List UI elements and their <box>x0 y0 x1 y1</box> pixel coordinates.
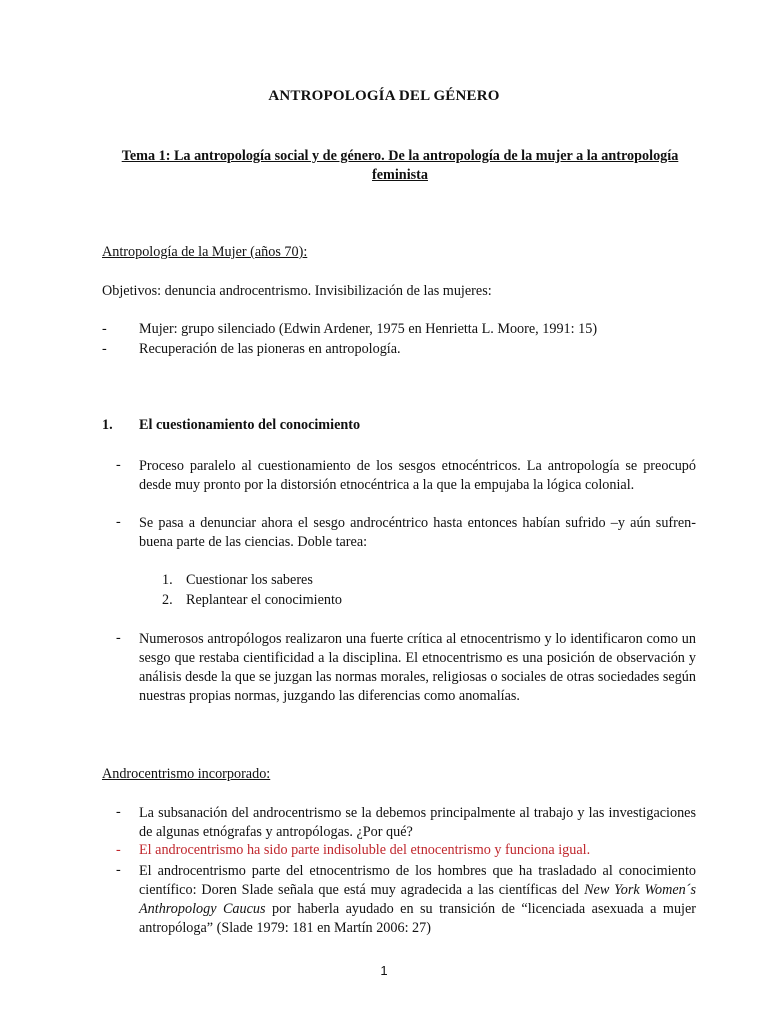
bullet-numerosos: Numerosos antropólogos realizaron una fuerte crítica al etnocentrismo y lo identificaron como un sesgo que restaba cientificidad a la disciplina. El etnocentrismo es una posición de observación y análisis desde la que se juzgan las normas morales, religiosas o sociales de otras sociedades según nuestras propias normas, juzgando las diferencias como anomalías. <box>139 631 696 704</box>
section-heading-mujer: Antropología de la Mujer (años 70): <box>102 244 308 260</box>
bullet-slade-part2: por haberla ayudado en su transición de “licenciada asexuada a mujer antropóloga” (Slade 1979: 181 en Martín 2006: 27) <box>139 901 696 936</box>
bullet-dash: - <box>116 514 121 530</box>
bullet-dash: - <box>116 842 121 858</box>
bullet-dash: - <box>116 862 121 878</box>
bullet-dash: - <box>116 630 121 646</box>
bullet-dash: - <box>102 321 107 337</box>
topic-subtitle: Tema 1: La antropología social y de género. De la antropología de la mujer a la antropología feminista <box>121 148 679 183</box>
bullet-sesgo: Se pasa a denunciar ahora el sesgo androcéntrico hasta entonces habían sufrido –y aún sufren- buena parte de las ciencias. Doble tarea: <box>139 515 696 550</box>
bullet-dash: - <box>102 341 107 357</box>
bullet-proceso: Proceso paralelo al cuestionamiento de los sesgos etnocéntricos. La antropología se preocupó desde muy pronto por la distorsión etnocéntrica a la que la empujaba la lógica colonial. <box>139 458 696 493</box>
numbered-num-2: 2. <box>162 592 173 608</box>
bullet-red-highlight: El androcentrismo ha sido parte indisoluble del etnocentrismo y funciona igual. <box>139 842 591 858</box>
section-heading-andro: Androcentrismo incorporado: <box>102 766 271 782</box>
bullet-slade <box>139 862 696 938</box>
bullet-mujer-1: Mujer: grupo silenciado (Edwin Ardener, 1975 en Henrietta L. Moore, 1991: 15) <box>139 321 598 337</box>
heading-1-text: El cuestionamiento del conocimiento <box>139 417 361 433</box>
bullet-slade-part1: El androcentrismo parte del etnocentrismo de los hombres que ha trasladado al conocimiento científico: Doren Slade señala que está muy agradecida a las científicas del <box>139 863 696 898</box>
bullet-dash: - <box>116 804 121 820</box>
page-number: 1 <box>380 963 388 978</box>
caucus-name: New York Women´s Anthropology Caucus <box>139 882 696 917</box>
numbered-item-1: Cuestionar los saberes <box>186 572 313 588</box>
bullet-mujer-2: Recuperación de las pioneras en antropología. <box>139 341 401 357</box>
document-title: ANTROPOLOGÍA DEL GÉNERO <box>268 88 500 104</box>
numbered-num-1: 1. <box>162 572 173 588</box>
bullet-subsanacion: La subsanación del androcentrismo se la debemos principalmente al trabajo y las investigaciones de algunas etnógrafas y antropólogas. ¿Por qué? <box>139 805 696 840</box>
bullet-dash: - <box>116 457 121 473</box>
numbered-item-2: Replantear el conocimiento <box>186 592 343 608</box>
objetivos-text: Objetivos: denuncia androcentrismo. Invisibilización de las mujeres: <box>102 283 492 299</box>
heading-1-number: 1. <box>102 417 113 433</box>
